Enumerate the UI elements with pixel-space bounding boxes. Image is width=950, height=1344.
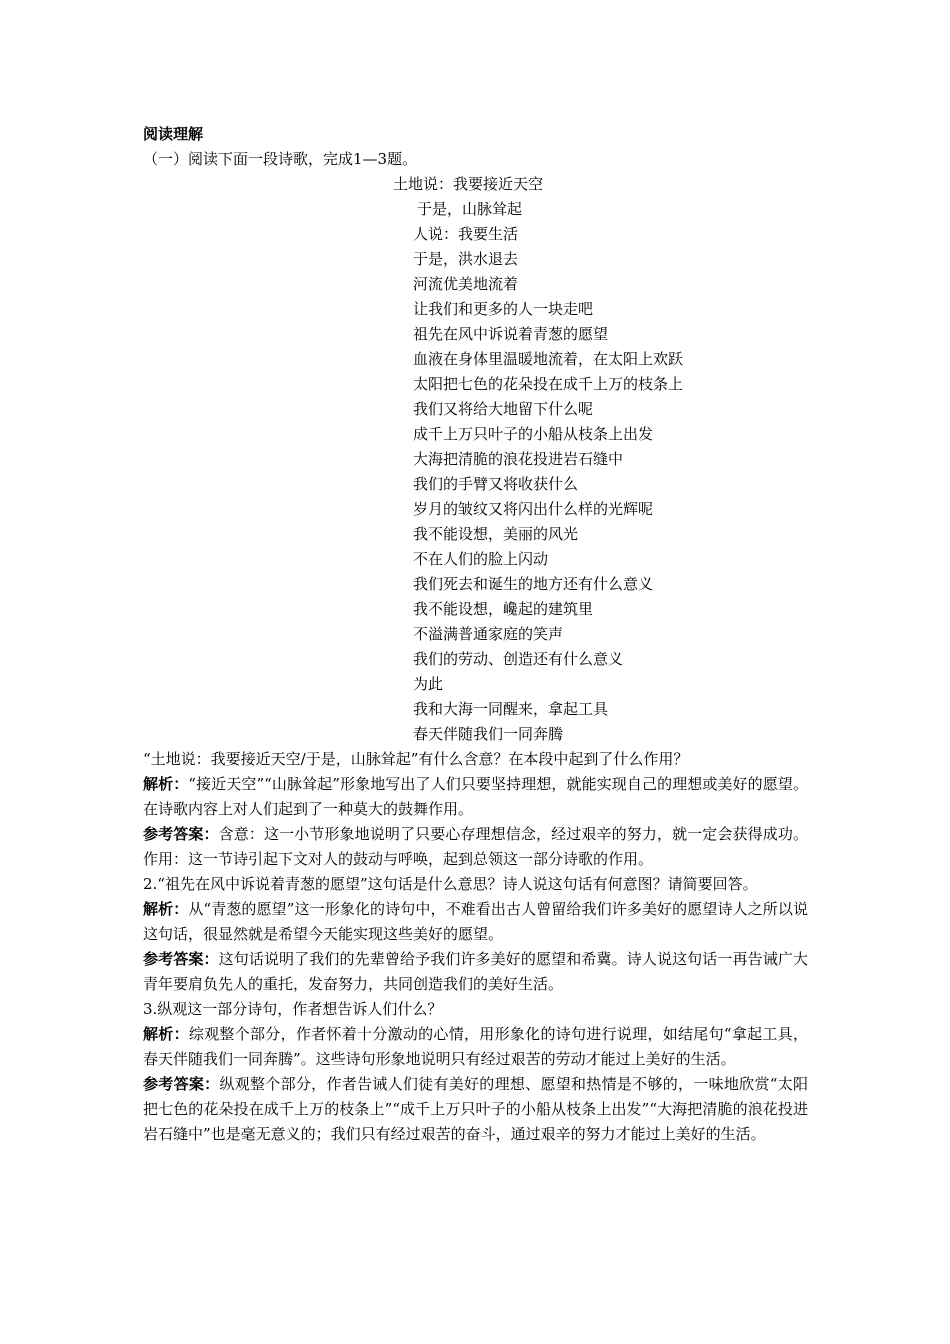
poem-line: 我不能设想，巉起的建筑里: [413, 600, 594, 618]
analysis-text: 从“青葱的愿望”这一形象化的诗句中，不难看出古人曾留给我们许多美好的愿望诗人之所以说这句话，很显然就是希望今天能实现这些美好的愿望。: [143, 900, 808, 943]
question-3: 3.纵观这一部分诗句，作者想告诉人们什么？: [143, 1000, 443, 1018]
poem-line: 我们的手臂又将收获什么: [413, 475, 579, 493]
document-page: [143, 122, 808, 1147]
poem-line: 春天伴随我们一同奔腾: [413, 725, 564, 743]
poem-line: 不在人们的脸上闪动: [413, 550, 549, 568]
analysis-label: 解析：: [143, 900, 189, 918]
poem-line: 太阳把七色的花朵投在成千上万的枝条上: [413, 375, 684, 393]
poem-line: 人说：我要生活: [413, 225, 519, 243]
answer-text: 纵观整个部分，作者告诫人们徒有美好的理想、愿望和热情是不够的，一味地欣赏“太阳把七色的花朵投在成千上万的枝条上”“成千上万只叶子的小船从枝条上出发”“大海把清脆的浪花投进岩石缝中”也是毫无意义的；我们只有经过艰苦的奋斗，通过艰辛的努力才能过上美好的生活。: [143, 1075, 808, 1143]
analysis-text: 综观整个部分，作者怀着十分激动的心情，用形象化的诗句进行说理，如结尾句“拿起工具，春天伴随我们一同奔腾”。这些诗句形象地说明只有经过艰苦的劳动才能过上美好的生活。: [143, 1025, 808, 1068]
poem-line: 血液在身体里温暖地流着，在太阳上欢跃: [413, 350, 684, 368]
poem-line: 于是，洪水退去: [413, 250, 519, 268]
question-1: “土地说：我要接近天空/于是，山脉耸起”有什么含意？在本段中起到了什么作用？: [143, 750, 689, 768]
analysis-1: [143, 772, 808, 822]
analysis-2: [143, 897, 808, 947]
poem-line: 我不能设想，美丽的风光: [413, 525, 579, 543]
poem-line: 祖先在风中诉说着青葱的愿望: [413, 325, 609, 343]
poem: [143, 172, 808, 747]
answer-text: 含意：这一小节形象地说明了只要心存理想信念，经过艰辛的努力，就一定会获得成功。作用：这一节诗引起下文对人的鼓动与呼唤，起到总领这一部分诗歌的作用。: [143, 825, 808, 868]
instruction: （一）阅读下面一段诗歌，完成1—3题。: [143, 150, 418, 168]
poem-line: 河流优美地流着: [413, 275, 519, 293]
analysis-3: [143, 1022, 808, 1072]
answer-label: 参考答案：: [143, 825, 219, 843]
poem-line: 土地说：我要接近天空: [393, 175, 544, 193]
poem-line: 不溢满普通家庭的笑声: [413, 625, 564, 643]
poem-line: 为此: [413, 675, 444, 693]
poem-line: 我们又将给大地留下什么呢: [413, 400, 594, 418]
answer-3: [143, 1072, 808, 1147]
section-heading: 阅读理解: [143, 125, 204, 143]
poem-line: 让我们和更多的人一块走吧: [413, 300, 594, 318]
answer-label: 参考答案：: [143, 950, 219, 968]
analysis-label: 解析：: [143, 775, 189, 793]
poem-line: 于是，山脉耸起: [417, 200, 523, 218]
answer-text: 这句话说明了我们的先辈曾给予我们许多美好的愿望和希冀。诗人说这句话一再告诫广大青年要肩负先人的重托，发奋努力，共同创造我们的美好生活。: [143, 950, 808, 993]
question-2: 2.“祖先在风中诉说着青葱的愿望”这句话是什么意思？诗人说这句话有何意图？请简要回答。: [143, 875, 758, 893]
poem-line: 岁月的皱纹又将闪出什么样的光辉呢: [413, 500, 654, 518]
answer-1: [143, 822, 808, 872]
poem-line: 大海把清脆的浪花投进岩石缝中: [413, 450, 624, 468]
answer-label: 参考答案：: [143, 1075, 220, 1093]
poem-line: 我和大海一同醒来，拿起工具: [413, 700, 609, 718]
poem-line: 我们的劳动、创造还有什么意义: [413, 650, 624, 668]
analysis-label: 解析：: [143, 1025, 189, 1043]
answer-2: [143, 947, 808, 997]
poem-line: 成千上万只叶子的小船从枝条上出发: [413, 425, 654, 443]
analysis-text: “接近天空”“山脉耸起”形象地写出了人们只要坚持理想，就能实现自己的理想或美好的愿望。在诗歌内容上对人们起到了一种莫大的鼓舞作用。: [143, 775, 808, 818]
poem-line: 我们死去和诞生的地方还有什么意义: [413, 575, 654, 593]
